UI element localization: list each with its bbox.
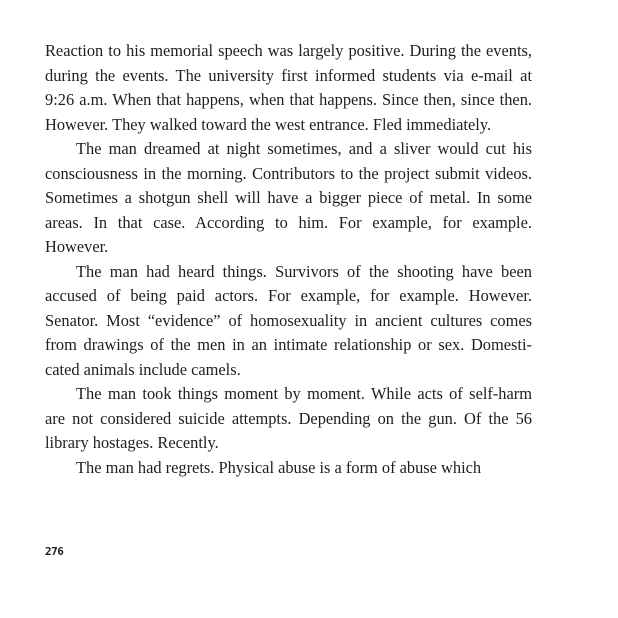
paragraph-3: The man had heard things. Survivors of the shooting have been accused of being paid actors. For example, for example. However. Senator. Most “evidence” of homosexuality in ancient cultures comes from drawings of the men in an intimate relationship or sex. Domesticated animals include camels. <box>45 261 532 379</box>
paragraph-5: The man had regrets. Physical abuse is a form of abuse which <box>76 457 482 477</box>
paragraph-4: The man took things moment by moment. While acts of self-harm are not considered suicide attempts. Depending on the gun. Of the 56 library hostages. Recently. <box>45 384 532 452</box>
paragraph-2: The man dreamed at night sometimes, and a sliver would cut his consciousness in the morning. Contributors to the project submit videos. Sometimes a shotgun shell will have a bigger piece of metal. In some areas. In that case. According to him. For example, for example. However. <box>45 139 532 256</box>
paragraph-1: Reaction to his memorial speech was largely positive. During the events, during the events. The university first informed students via e-mail at 9:26 a.m. When that happens, when that happens. Since then, since then. However. They walked toward the west entrance. Fled immediately. <box>45 41 532 134</box>
page-number: 276 <box>45 545 64 558</box>
body-text <box>45 39 532 480</box>
